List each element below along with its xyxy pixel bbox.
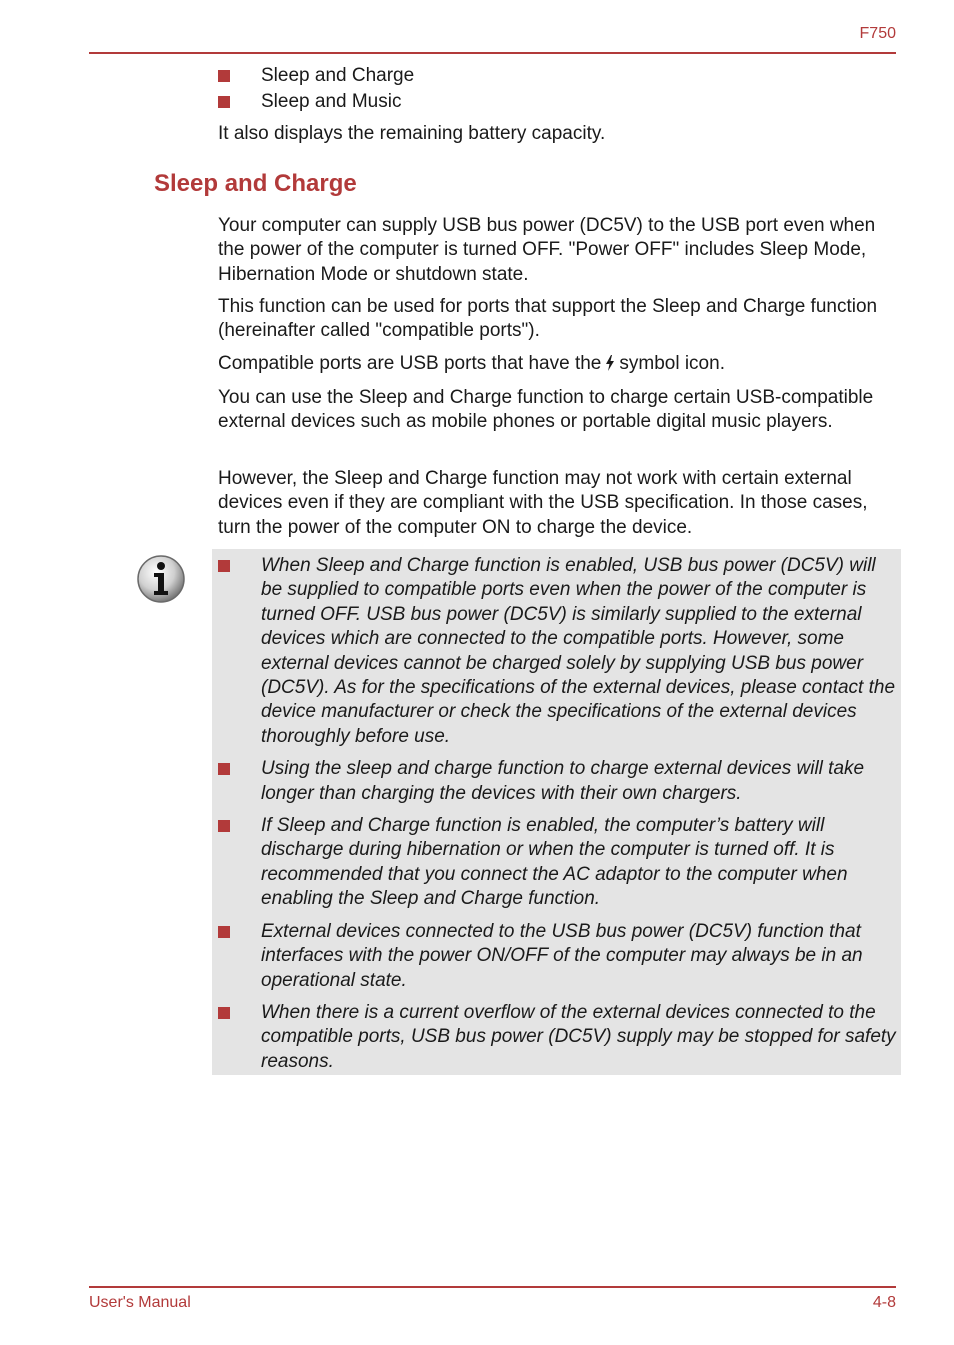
list-item: Sleep and Charge [218,64,414,88]
note-box [212,549,901,1075]
note-item: When Sleep and Charge function is enabled, USB bus power (DC5V) will be supplied to compatible ports even when the power of the computer is turned OFF. USB bus power (DC5V) is similarly supplied to the external devices which are connected to the compatible ports. However, some external devices cannot be charged solely by supplying USB bus power (DC5V). As for the specifications of the external devices, please contact the device manufacturer or check the specifications of the external devices thoroughly before use. [218,554,898,749]
paragraph: This function can be used for ports that support the Sleep and Charge function (hereinafter called "compatible ports"). [218,296,878,342]
list-item: Sleep and Music [218,90,414,114]
footer-rule [89,1286,896,1288]
bullet-square-icon [218,820,230,832]
header-rule [89,52,896,54]
intro-list [218,64,414,116]
note-item: When there is a current overflow of the external devices connected to the compatible ports, USB bus power (DC5V) supply may be stopped for safety reasons. [218,1001,898,1074]
lightning-bolt-icon [605,355,615,371]
note-item: Using the sleep and charge function to charge external devices will take longer than charging the devices with their own chargers. [218,757,898,806]
header-model: F750 [859,25,896,42]
section-title: Sleep and Charge [154,170,357,197]
paragraph: Compatible ports are USB ports that have the symbol icon. [218,353,725,374]
paragraph: Your computer can supply USB bus power (DC5V) to the USB port even when the power of the computer is turned OFF. "Power OFF" includes Sleep Mode, Hibernation Mode or shutdown state. [218,215,876,285]
paragraph: However, the Sleep and Charge function may not work with certain external devices even if they are compliant with the USB specification. In those cases, turn the power of the computer ON to charge the device. [218,468,868,538]
bullet-square-icon [218,70,230,82]
paragraph: You can use the Sleep and Charge function to charge certain USB-compatible external devices such as mobile phones or portable digital music players. [218,387,874,433]
bullet-square-icon [218,1007,230,1019]
bullet-square-icon [218,96,230,108]
intro-text: It also displays the remaining battery capacity. [218,123,606,144]
footer-manual-title: User's Manual [89,1294,191,1311]
bullet-square-icon [218,763,230,775]
note-item: External devices connected to the USB bus power (DC5V) function that interfaces with the power ON/OFF of the computer may always be in an operational state. [218,920,898,993]
note-list [218,554,898,1082]
page-number: 4-8 [872,1294,896,1311]
info-icon [136,554,186,604]
bullet-square-icon [218,560,230,572]
note-item: If Sleep and Charge function is enabled, the computer’s battery will discharge during hibernation or when the computer is turned off. It is recommended that you connect the AC adaptor to the computer when enabling the Sleep and Charge function. [218,814,898,912]
bullet-square-icon [218,926,230,938]
